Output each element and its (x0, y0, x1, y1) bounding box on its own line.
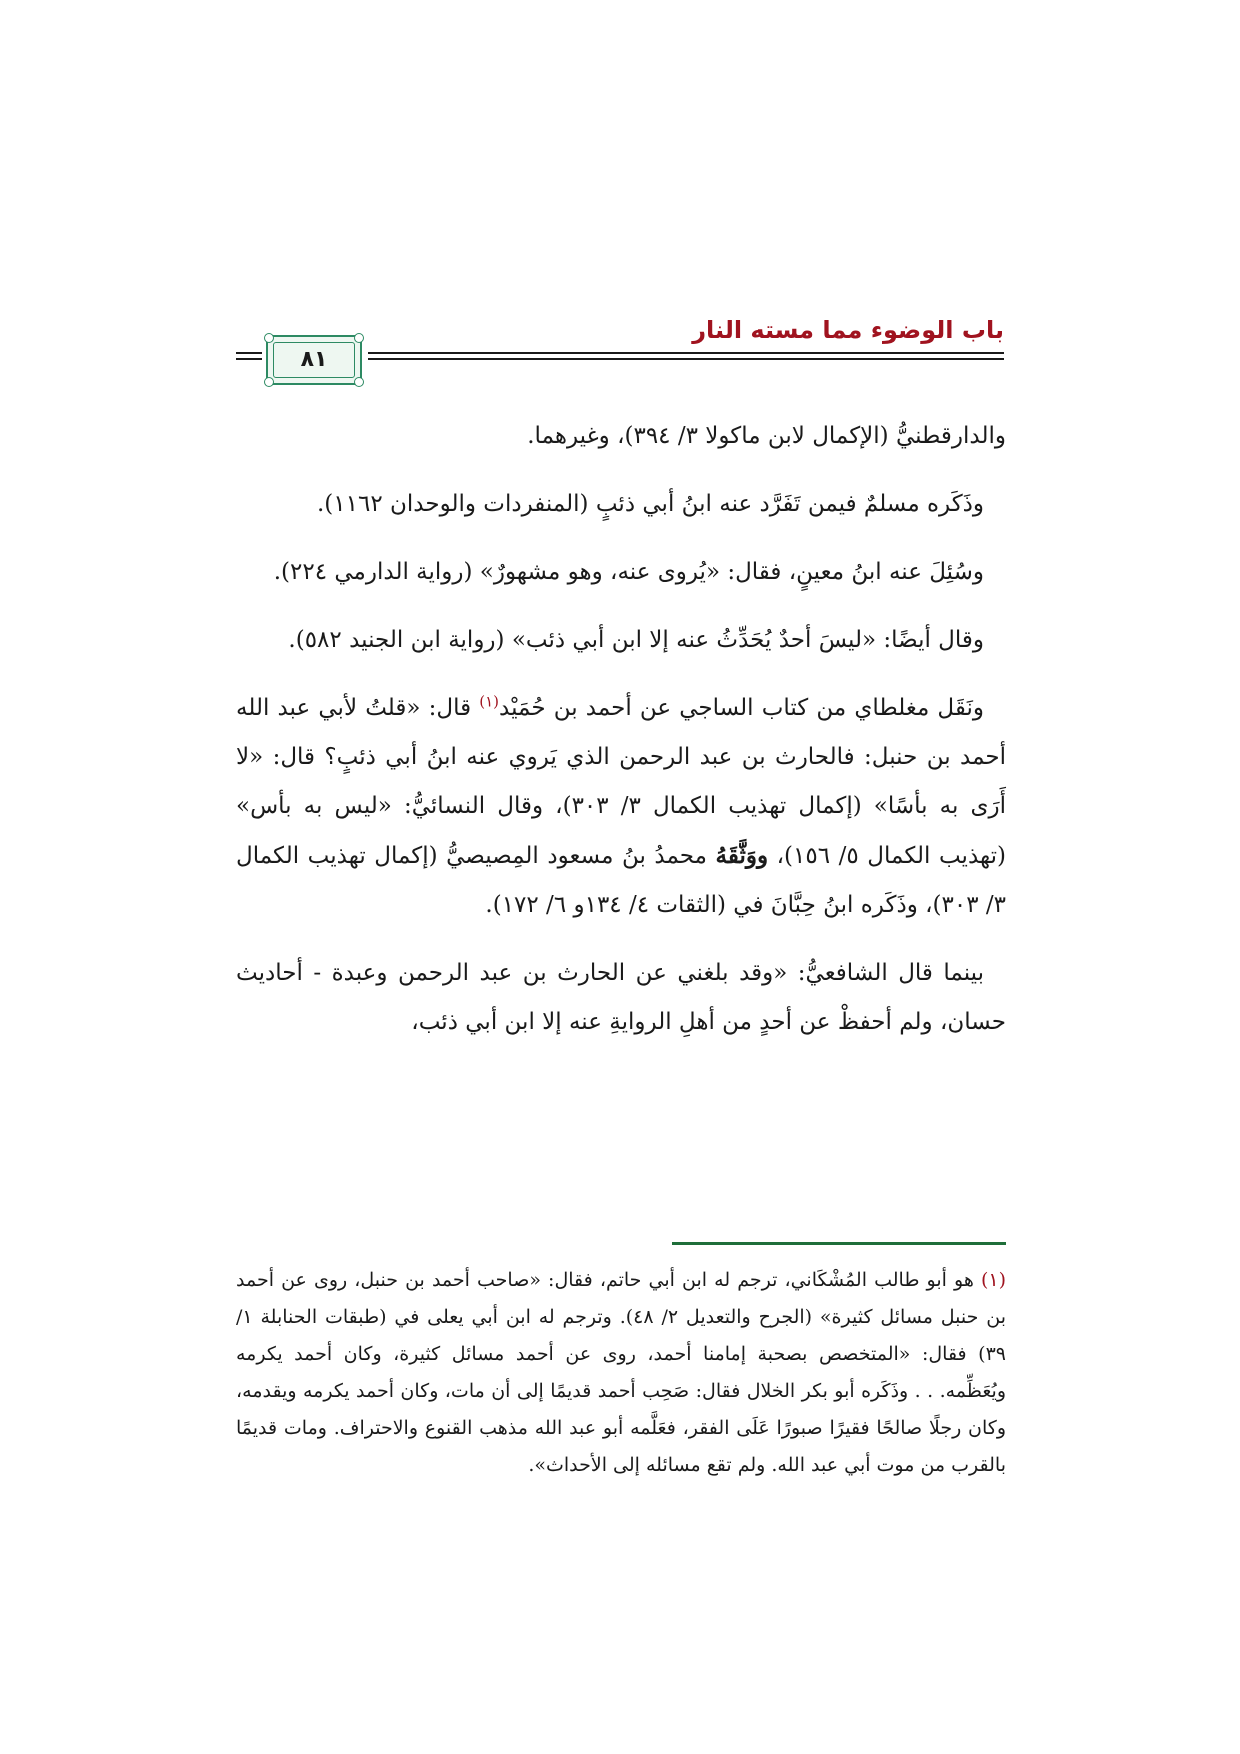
footnote-separator (672, 1242, 1006, 1245)
page-number: ٨١ (300, 347, 328, 372)
paragraph: وقال أيضًا: «ليسَ أحدٌ يُحَدِّثُ عنه إلا ابن أبي ذئب» (رواية ابن الجنيد ٥٨٢). (288, 627, 984, 653)
badge-corner-ornament (354, 377, 364, 387)
footnote-number: (١) (980, 1269, 1006, 1291)
paragraph: وسُئِلَ عنه ابنُ معينٍ، فقال: «يُروى عنه، وهو مشهورٌ» (رواية الدارمي ٢٢٤). (273, 559, 984, 585)
header-rule-right-top (368, 352, 1004, 354)
header-rule-right-bottom (368, 358, 1004, 360)
paragraph: والدارقطنيُّ (الإكمال لابن ماكولا ٣/ ٣٩٤)، وغيرهما. (527, 423, 1006, 449)
header-rule-left-bottom (236, 358, 262, 360)
paragraph: وذَكَره مسلمٌ فيمن تَفَرَّد عنه ابنُ أبي ذئبٍ (المنفردات والوحدان ١١٦٢). (317, 491, 984, 517)
paragraph: بينما قال الشافعيُّ: «وقد بلغني عن الحارث بن عبد الرحمن وعبدة - أحاديث حسان، ولم أحفظْ عن أحدٍ من أهلِ الروايةِ عنه إلا ابن أبي ذئب، (236, 960, 1006, 1035)
footnote (236, 1262, 1006, 1484)
paragraph-text: قال: «قلتُ لأبي عبد الله أحمد بن حنبل: فالحارث بن عبد الرحمن الذي يَروي عنه ابنُ أبي ذئبٍ؟ قال: «لا أَرَى به بأسًا» (إكمال تهذيب الكمال ٣/ ٣٠٣)، وقال النسائيُّ: «ليس به بأس» (تهذيب الكمال ٥/ ١٥٦)، (236, 695, 1006, 869)
paragraph-text: محمدُ بنُ مسعود المِصيصيُّ (إكمال تهذيب الكمال ٣/ ٣٠٣)، وذَكَره ابنُ حِبَّانَ في (الثقات ٤/ ١٣٤و ٦/ ١٧٢). (236, 843, 1006, 918)
footnote-reference[interactable]: (١) (479, 692, 500, 711)
bold-term: ووَثَّقَهُ (715, 842, 769, 869)
header-rule-left-top (236, 352, 262, 354)
badge-corner-ornament (264, 333, 274, 343)
chapter-title: باب الوضوء مما مسته النار (692, 316, 1004, 344)
paragraph-text: ونَقَل مغلطاي من كتاب الساجي عن أحمد بن حُمَيْد (499, 695, 984, 721)
footnote-text: هو أبو طالب المُشْكَاني، ترجم له ابن أبي حاتم، فقال: «صاحب أحمد بن حنبل، روى عن أحمد بن حنبل مسائل كثيرة» (الجرح والتعديل ٢/ ٤٨). وترجم له ابن أبي يعلى في (طبقات الحنابلة ١/ ٣٩) فقال: «المتخصص بصحبة إمامنا أحمد، روى عن أحمد مسائل كثيرة، وكان أحمد يكرمه ويُعَظِّمه. . . وذَكَره أبو بكر الخلال فقال: صَحِب أحمد قديمًا إلى أن مات، وكان أحمد يكرمه ويقدمه، وكان رجلًا صالحًا فقيرًا صبورًا عَلَى الفقر، فعَلَّمه أبو عبد الله مذهب القنوع والاحتراف. ومات قديمًا بالقرب من موت أبي عبد الله. ولم تقع مسائله إلى الأحداث». (236, 1269, 1006, 1476)
badge-corner-ornament (354, 333, 364, 343)
paragraph (236, 684, 1006, 930)
page-number-badge (266, 335, 362, 385)
badge-corner-ornament (264, 377, 274, 387)
main-text (236, 412, 1006, 1066)
